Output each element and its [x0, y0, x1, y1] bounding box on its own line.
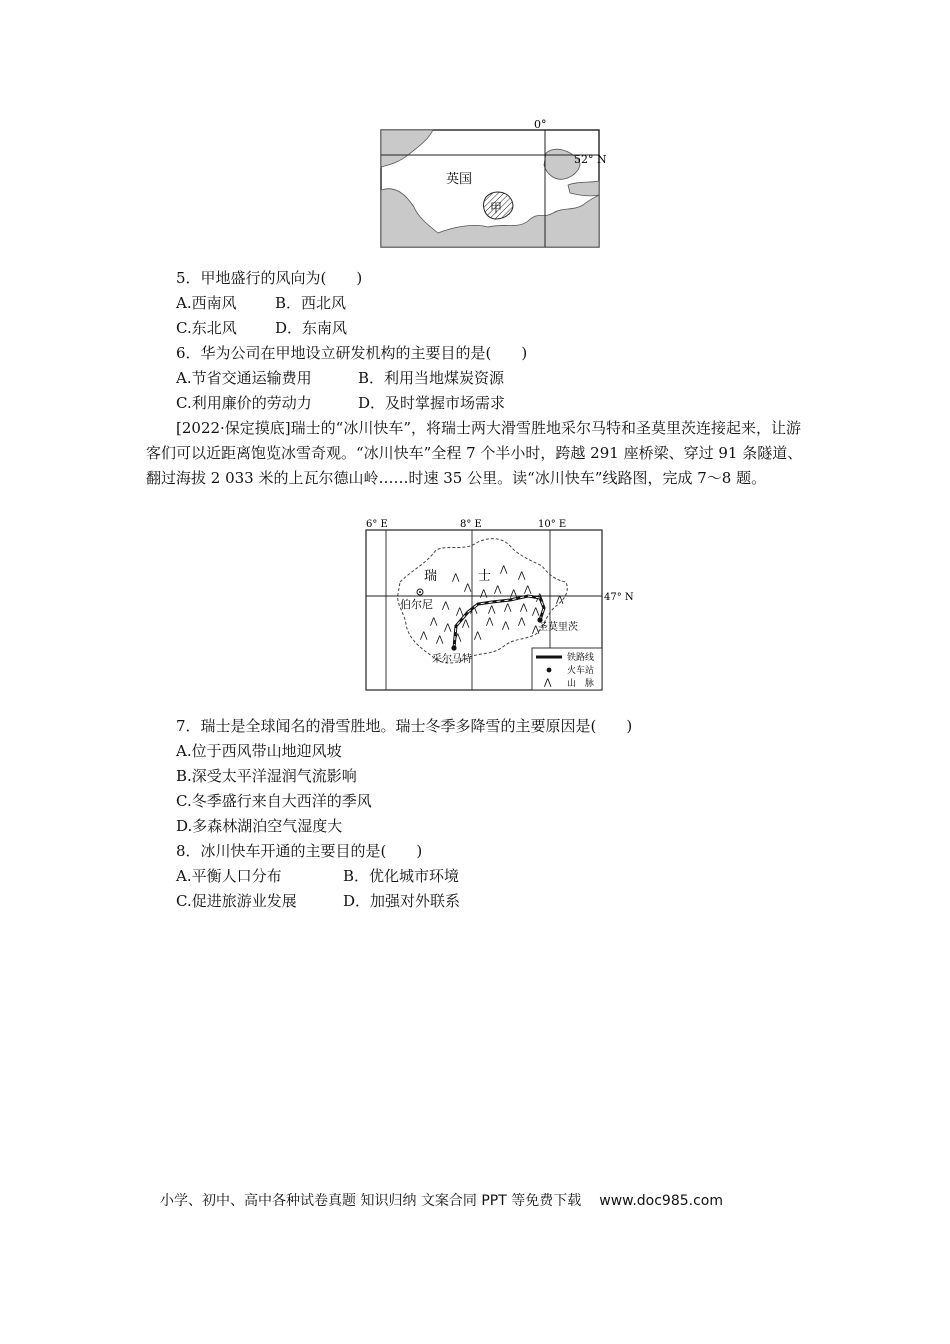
map-switzerland: [360, 516, 634, 692]
svg-text:⋀: ⋀: [420, 631, 428, 641]
svg-text:⋀: ⋀: [504, 603, 512, 613]
svg-text:⋀: ⋀: [436, 635, 444, 645]
q8-option-d: D．加强对外联系: [343, 892, 461, 910]
q7-option-c: C.冬季盛行来自大西洋的季风: [176, 792, 372, 810]
q5-option-b: B．西北风: [275, 294, 347, 312]
q6-option-a: A.节省交通运输费用: [176, 369, 312, 387]
city-bern-label: 伯尔尼: [400, 598, 433, 611]
q6-option-b: B．利用当地煤炭资源: [358, 369, 505, 387]
svg-text:⋀: ⋀: [520, 603, 528, 613]
legend-railway-label: 铁路线: [567, 653, 595, 663]
svg-text:⋀: ⋀: [532, 607, 540, 617]
svg-text:⋀: ⋀: [510, 589, 518, 599]
lat-label-47n: 47° N: [604, 592, 634, 603]
q6-option-d: D．及时掌握市场需求: [358, 394, 506, 412]
svg-text:⋀: ⋀: [430, 617, 438, 627]
lon-label-8e: 8° E: [460, 519, 482, 530]
svg-text:⋀: ⋀: [454, 633, 462, 643]
svg-text:⋀: ⋀: [488, 605, 496, 615]
svg-text:⋀: ⋀: [502, 621, 510, 631]
q7-option-b: B.深受太平洋湿润气流影响: [176, 767, 357, 785]
q8-stem: 8．冰川快车开通的主要目的是( ): [176, 842, 423, 860]
svg-text:⋀: ⋀: [556, 595, 564, 605]
q7-stem: 7．瑞士是全球闻名的滑雪胜地。瑞士冬季多降雪的主要原因是( ): [176, 717, 633, 735]
capital-bern-dot: [419, 591, 421, 593]
lon-label: 0°: [534, 118, 547, 131]
q5-option-a: A.西南风: [176, 294, 237, 312]
svg-text:⋀: ⋀: [480, 589, 488, 599]
svg-text:⋀: ⋀: [524, 585, 532, 595]
legend-station-label: 火车站: [567, 666, 595, 676]
q6-option-c: C.利用廉价的劳动力: [176, 394, 312, 412]
country-label: 英国: [446, 172, 473, 187]
q8-option-c: C.促进旅游业发展: [176, 892, 297, 910]
legend-station-symbol: [547, 668, 552, 673]
lat-label: 52° N: [574, 153, 607, 166]
svg-text:⋀: ⋀: [464, 583, 472, 593]
svg-text:⋀: ⋀: [452, 573, 460, 583]
city-stmoritz-label: 圣莫里茨: [538, 622, 578, 633]
station-zermatt: [451, 645, 456, 650]
legend-mountain-symbol: ⋀: [544, 678, 552, 688]
map-england-svg: [378, 115, 618, 251]
country-char-1: 瑞: [424, 569, 438, 584]
map-england: [378, 115, 618, 251]
svg-text:⋀: ⋀: [470, 605, 478, 615]
footer-text: 小学、初中、高中各种试卷真题 知识归纳 文案合同 PPT 等免费下载: [160, 1193, 582, 1209]
passage-text: [2022·保定摸底]瑞士的“冰川快车”，将瑞士两大滑雪胜地采尔马特和圣莫里茨连接起来，让游客们可以近距离饱览冰雪奇观。“冰川快车”全程 7 个半小时，跨越 291 座桥梁、穿过 91 条隧道、翻过海拔 2 033 米的上瓦尔德山岭……时速 35 公里。读“冰川快车”线路图，完成 7～8 题。: [146, 419, 803, 487]
svg-text:⋀: ⋀: [536, 593, 544, 603]
lon-label-10e: 10° E: [538, 519, 567, 530]
q5-stem: 5．甲地盛行的风向为( ): [176, 269, 363, 287]
map-switzerland-svg: [360, 516, 634, 692]
legend: [532, 648, 602, 690]
q5-option-d: D．东南风: [275, 319, 348, 337]
q8-option-a: A.平衡人口分布: [176, 867, 282, 885]
lon-label-6e: 6° E: [366, 519, 388, 530]
passage: [146, 416, 806, 491]
svg-text:⋀: ⋀: [518, 571, 526, 581]
svg-text:⋀: ⋀: [532, 625, 540, 635]
q5-option-c: C.东北风: [176, 319, 237, 337]
q8-option-b: B．优化城市环境: [343, 867, 460, 885]
city-zermatt-label: 采尔马特: [432, 654, 472, 665]
svg-text:⋀: ⋀: [500, 565, 508, 575]
q6-stem: 6．华为公司在甲地设立研发机构的主要目的是( ): [176, 344, 528, 362]
q7-option-a: A.位于西风带山地迎风坡: [176, 742, 342, 760]
svg-text:⋀: ⋀: [518, 617, 526, 627]
svg-text:⋀: ⋀: [456, 607, 464, 617]
svg-text:⋀: ⋀: [442, 601, 450, 611]
svg-text:⋀: ⋀: [444, 623, 452, 633]
country-char-2: 士: [478, 569, 492, 584]
svg-text:⋀: ⋀: [486, 617, 494, 627]
svg-text:⋀: ⋀: [494, 585, 502, 595]
q7-option-d: D.多森林湖泊空气湿度大: [176, 817, 343, 835]
footer-url[interactable]: www.doc985.com: [599, 1193, 723, 1209]
region-label: 甲: [490, 201, 503, 215]
footer: [160, 1190, 723, 1210]
svg-text:⋀: ⋀: [462, 619, 470, 629]
legend-mountain-label: 山 脉: [567, 679, 595, 689]
svg-text:⋀: ⋀: [474, 631, 482, 641]
